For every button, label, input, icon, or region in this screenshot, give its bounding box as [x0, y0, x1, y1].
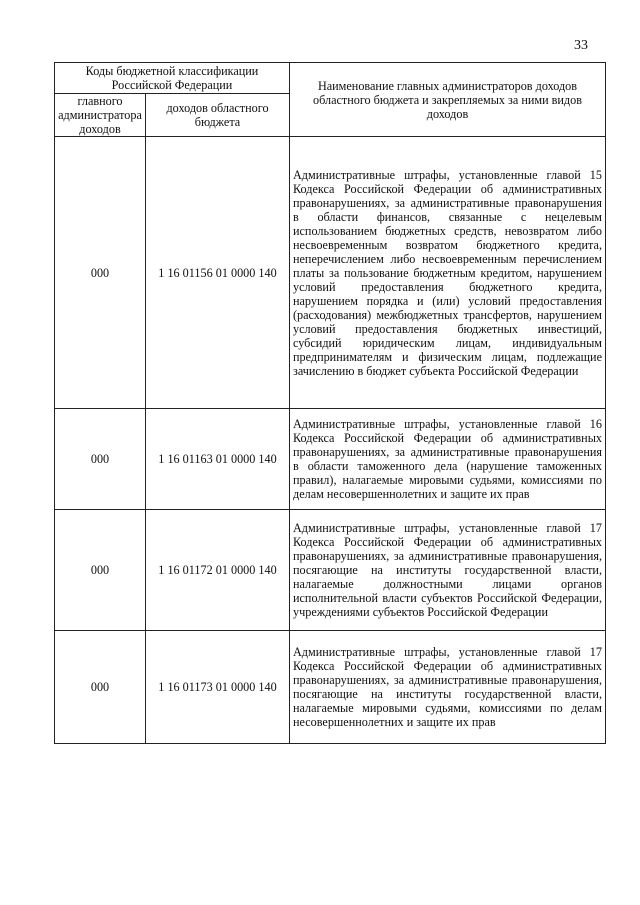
description-cell: Административные штрафы, установленные главой 16 Кодекса Российской Федерации об административных правонарушениях, за административные правонарушения в области таможенного дела (нарушение таможенных правил), налагаемые мировыми судьями, комиссиями по делам несовершеннолетних и защите их прав: [290, 409, 606, 510]
table-header: [55, 63, 606, 137]
budget-classification-table: [54, 62, 606, 744]
table-row: [55, 409, 606, 510]
header-regional-income: доходов областного бюджета: [146, 94, 290, 137]
admin-code-cell: 000: [55, 137, 146, 409]
income-code-cell: 1 16 01163 01 0000 140: [146, 409, 290, 510]
header-administrator-name: Наименование главных администраторов доходов областного бюджета и закрепляемых за ними видов доходов: [290, 63, 606, 137]
table-row: [55, 510, 606, 631]
description-cell: Административные штрафы, установленные главой 17 Кодекса Российской Федерации об административных правонарушениях, за административные правонарушения, посягающие на институты государственной власти, налагаемые мировыми судьями, комиссиями по делам несовершеннолетних и защите их прав: [290, 631, 606, 744]
income-code-cell: 1 16 01156 01 0000 140: [146, 137, 290, 409]
admin-code-cell: 000: [55, 631, 146, 744]
table-row: [55, 631, 606, 744]
table-row: [55, 137, 606, 409]
page-number: 33: [574, 38, 588, 53]
income-code-cell: 1 16 01172 01 0000 140: [146, 510, 290, 631]
income-code-cell: 1 16 01173 01 0000 140: [146, 631, 290, 744]
description-cell: Административные штрафы, установленные главой 17 Кодекса Российской Федерации об административных правонарушениях, за административные правонарушения, посягающие на институты государственной власти, налагаемые должностными лицами органов исполнительной власти субъектов Российской Федерации, учреждениями субъектов Российской Федерации: [290, 510, 606, 631]
admin-code-cell: 000: [55, 510, 146, 631]
header-budget-codes: Коды бюджетной классификации Российской Федерации: [55, 63, 290, 94]
description-cell: Административные штрафы, установленные главой 15 Кодекса Российской Федерации об административных правонарушениях, за административные правонарушения в области финансов, связанные с нецелевым использованием бюджетных средств, невозвратом либо несвоевременным возвратом бюджетного кредита, неперечислением либо несвоевременным перечислением платы за пользование бюджетным кредитом, нарушением условий предоставления бюджетного кредита, нарушением порядка и (или) условий предоставления (расходования) межбюджетных трансфертов, нарушением условий предоставления бюджетных инвестиций, субсидий юридическим лицам, индивидуальным предпринимателям и физическим лицам, подлежащие зачислению в бюджет субъекта Российской Федерации: [290, 137, 606, 409]
table-body: [55, 137, 606, 744]
header-chief-administrator: главного администратора доходов: [55, 94, 146, 137]
admin-code-cell: 000: [55, 409, 146, 510]
